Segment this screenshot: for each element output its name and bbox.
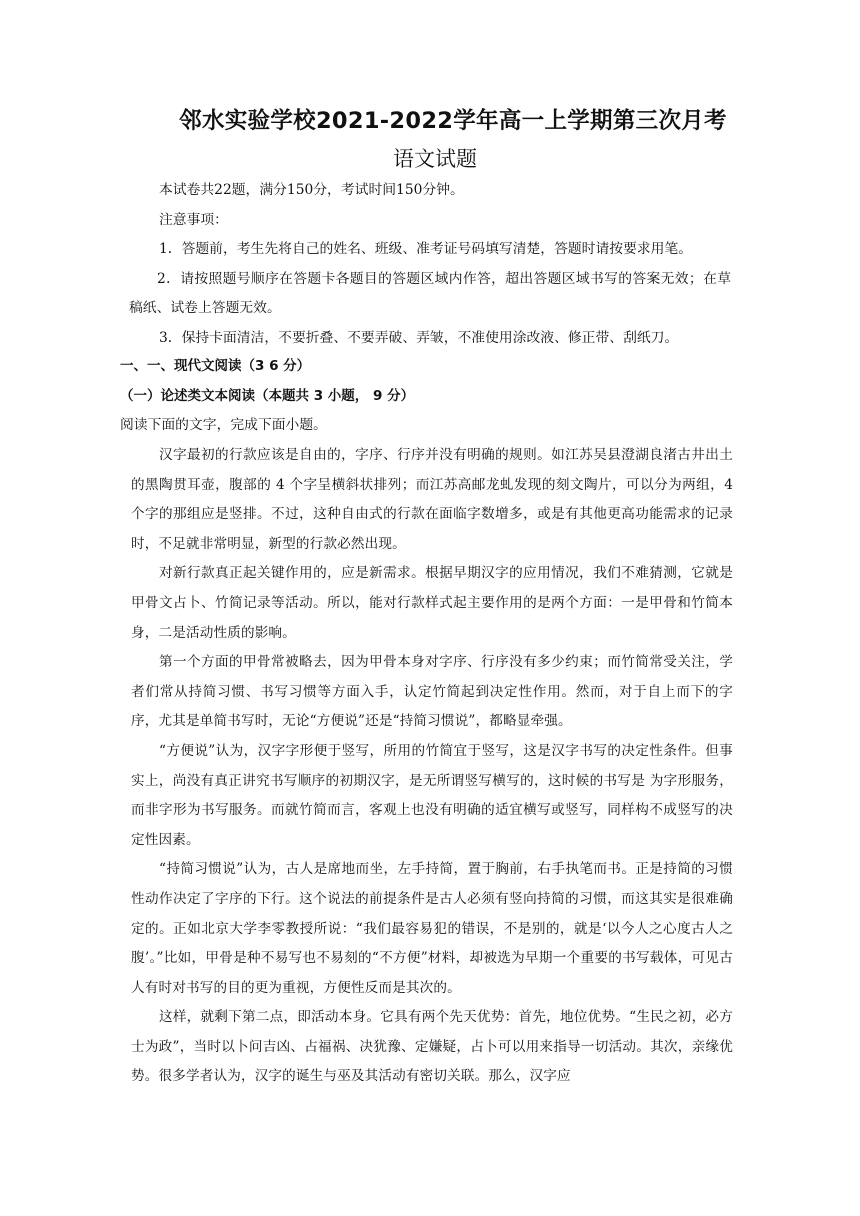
notice-item-3: 3．保持卡面清洁，不要折叠、不要弄破、弄皱，不准使用涂改液、修正带、刮纸刀。 [159, 329, 679, 346]
exam-summary: 本试卷共22题，满分150分，考试时间150分钟。 [159, 182, 464, 198]
reading-instruction: 阅读下面的文字，完成下面小题。 [120, 417, 327, 434]
passage-paragraph: “方便说”认为，汉字字形便于竖写，所用的竹简宜于竖写，这是汉字书写的决定性条件。但事实上，尚没有真正讲究书写顺序的初期汉字，是无所谓竖写横写的，这时候的书写是 为字形服务，而非字形为书写服务。而就竹简而言，客观上也没有明确的适宜横写或竖写，同样构不成竖写的决定性因素。 [131, 742, 733, 848]
notice-item-2: 2．请按照题号顺序在答题卡各题目的答题区域内作答，超出答题区域书写的答案无效；在草稿纸、试卷上答题无效。 [129, 270, 731, 317]
instructions-block [131, 176, 731, 354]
section-headings [120, 352, 720, 441]
exam-subtitle: 语文试题 [393, 147, 477, 171]
part-heading: 一、一、现代文阅读（3 6 分） [120, 358, 311, 374]
passage-paragraph: “持简习惯说”认为，古人是席地而坐，左手持简，置于胸前，右手执笔而书。正是持简的习惯性动作决定了字序的下行。这个说法的前提条件是古人必须有竖向持简的习惯，而这其实是很难确定的。正如北京大学李零教授所说：“我们最容易犯的错误，不是别的，就是‘以今人之心度古人之腹’。”比如，甲骨是种不易写也不易刻的“不方便”材料，却被选为早期一个重要的书写载体，可见古人有时对书写的目的更为重视，方便性反而是其次的。 [131, 861, 733, 996]
notice-heading: 注意事项： [159, 211, 228, 228]
sub-heading: （一）论述类文本阅读（本题共 3 小题， 9 分） [120, 387, 415, 404]
passage-paragraph: 这样，就剩下第二点，即活动本身。它具有两个先天优势：首先，地位优势。“生民之初，必方士为政”，当时以卜问吉凶、占福祸、决犹豫、定嫌疑，占卜可以用来指导一切活动。其次，亲缘优势。很多学者认为，汉字的诞生与巫及其活动有密切关联。那么，汉字应 [131, 1009, 733, 1085]
passage-paragraph: 第一个方面的甲骨常被略去，因为甲骨本身对字序、行序没有多少约束；而竹简常受关注，学者们常从持简习惯、书写习惯等方面入手，认定竹简起到决定性作用。然而，对于自上而下的字序，尤其是单简书写时，无论“方便说”还是“持简习惯说”，都略显牵强。 [131, 654, 733, 730]
passage-paragraph: 汉字最初的行款应该是自由的，字序、行序并没有明确的规则。如江苏吴县澄湖良渚古井出土的黑陶贯耳壶，腹部的 4 个字呈横斜状排列；而江苏高邮龙虬发现的刻文陶片，可以分为两组，4个字的那组应是竖排。不过，这种自由式的行款在面临字数增多，或是有其他更高功能需求的记录时，不足就非常明显，新型的行款必然出现。 [131, 447, 733, 552]
passage-paragraph: 对新行款真正起关键作用的，应是新需求。根据早期汉字的应用情况，我们不难猜测，它就是甲骨文占卜、竹简记录等活动。所以，能对行款样式起主要作用的是两个方面：一是甲骨和竹简本身，二是活动性质的影响。 [131, 565, 733, 641]
reading-passage [131, 441, 733, 1092]
exam-title: 邻水实验学校2021-2022学年高一上学期第三次月考 [179, 108, 727, 134]
notice-item-1: 1．答题前，考生先将自己的姓名、班级、准考证号码填写清楚，答题时请按要求用笔。 [159, 241, 693, 258]
